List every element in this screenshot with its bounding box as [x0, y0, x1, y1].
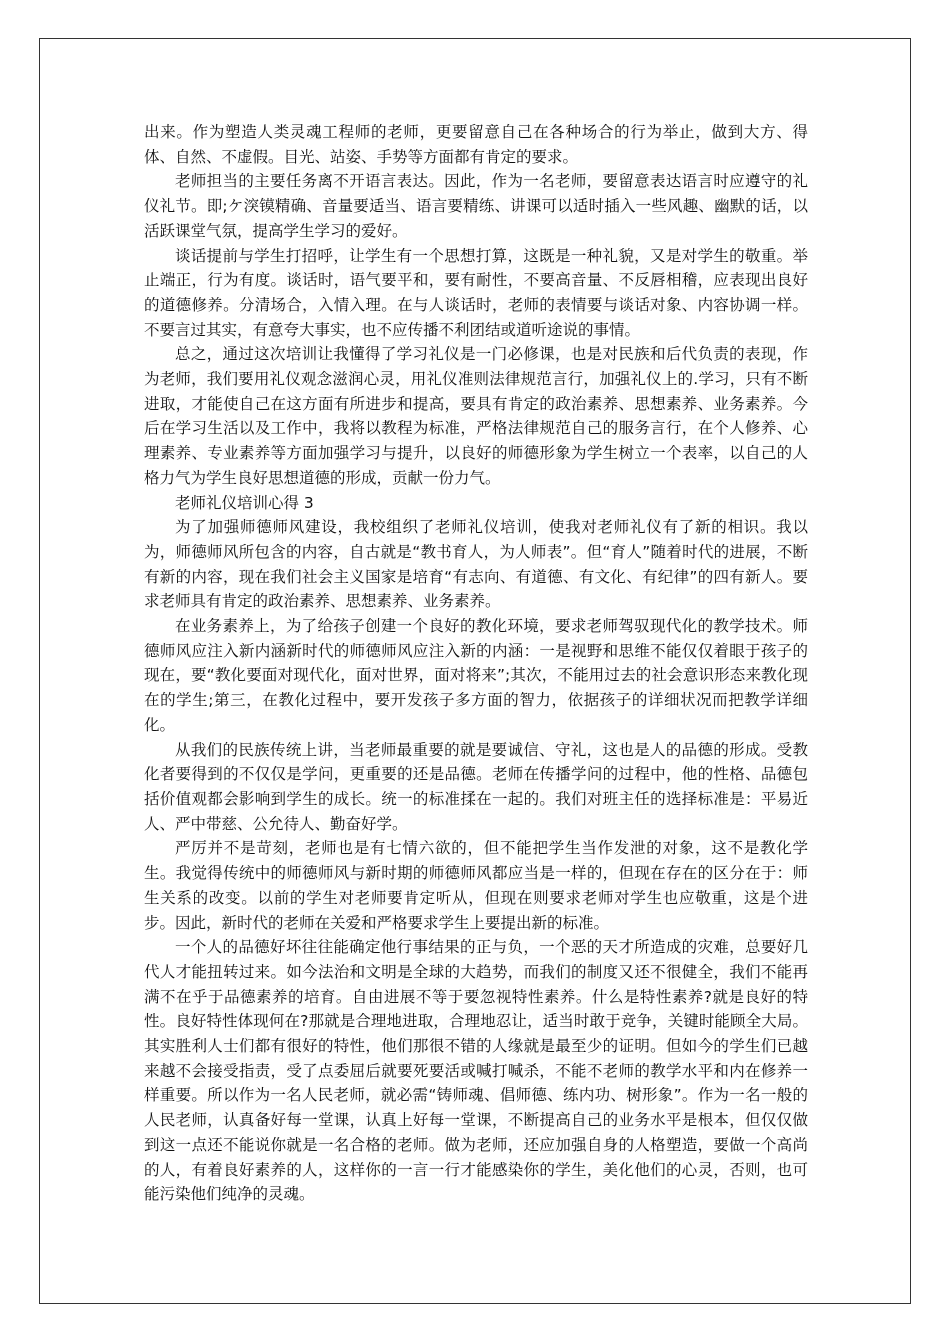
- paragraph-1: 出来。作为塑造人类灵魂工程师的老师，更要留意自己在各种场合的行为举止，做到大方、得体、自然、不虚假。目光、站姿、手势等方面都有肯定的要求。: [144, 123, 808, 166]
- paragraph-9: 一个人的品德好坏往往能确定他行事结果的正与负，一个恶的天才所造成的灾难，总要好几代人才能扭转过来。如今法治和文明是全球的大趋势，而我们的制度又还不很健全，我们不能再满不在乎于品德素养的培育。自由进展不等于要忽视特性素养。什么是特性素养?就是良好的特性。良好特性体现何在?那就是合理地进取，合理地忍让，适当时敢于竞争，关键时能顾全大局。其实胜利人士们都有很好的特性，他们那很不错的人缘就是最至少的证明。但如今的学生们已越来越不会接受指责，受了点委屈后就要死要活或喊打喊杀，不能不老师的教学水平和内在修养一样重要。所以作为一名人民老师，就必需“铸师魂、倡师德、练内功、树形象”。作为一名一般的人民老师，认真备好每一堂课，认真上好每一堂课，不断提高自己的业务水平是根本，但仅仅做到这一点还不能说你就是一名合格的老师。做为老师，还应加强自身的人格塑造，要做一个高尚的人，有着良好素养的人，这样你的一言一行才能感染你的学生，美化他们的心灵，否则，也可能污染他们纯净的灵魂。: [144, 938, 808, 1204]
- paragraph-6: 在业务素养上，为了给孩子创建一个良好的教化环境，要求老师驾驭现代化的教学技术。师德师风应注入新内涵新时代的师德师风应注入新的内涵：一是视野和思维不能仅仅着眼于孩子的现在，要“教化要面对现代化，面对世界，面对将来”;其次，不能用过去的社会意识形态来教化现在的学生;第三，在教化过程中，要开发孩子多方面的智力，依据孩子的详细状况而把教学详细化。: [144, 617, 808, 734]
- paragraph-3: 谈话提前与学生打招呼，让学生有一个思想打算，这既是一种礼貌，又是对学生的敬重。举止端正，行为有度。谈话时，语气要平和，要有耐性，不要高音量、不反唇相稽，应表现出良好的道德修养。分清场合，入情入理。在与人谈话时，老师的表情要与谈话对象、内容协调一样。不要言过其实，有意夸大事实，也不应传播不利团结或道听途说的事情。: [144, 246, 808, 339]
- document-body: [144, 120, 808, 1207]
- section-heading: 老师礼仪培训心得 3: [175, 493, 314, 512]
- paragraph-5: 为了加强师德师风建设，我校组织了老师礼仪培训，使我对老师礼仪有了新的相识。我以为，师德师风所包含的内容，自古就是“教书育人，为人师表”。但“育人”随着时代的进展，不断有新的内容，现在我们社会主义国家是培育“有志向、有道德、有文化、有纪律”的四有新人。要求老师具有肯定的政治素养、思想素养、业务素养。: [144, 518, 808, 611]
- paragraph-4: 总之，通过这次培训让我懂得了学习礼仪是一门必修课，也是对民族和后代负责的表现，作为老师，我们要用礼仪观念滋润心灵，用礼仪准则法律规范言行，加强礼仪上的.学习，只有不断进取，才能使自己在这方面有所进步和提高，要具有肯定的政治素养、思想素养、业务素养。今后在学习生活以及工作中，我将以教程为标准，严格法律规范自己的服务言行，在个人修养、心理素养、专业素养等方面加强学习与提升，以良好的师德形象为学生树立一个表率，以自己的人格力气为学生良好思想道德的形成，贡献一份力气。: [144, 345, 808, 487]
- paragraph-7: 从我们的民族传统上讲，当老师最重要的就是要诚信、守礼，这也是人的品德的形成。受教化者要得到的不仅仅是学问，更重要的还是品德。老师在传播学问的过程中，他的性格、品德包括价值观都会影响到学生的成长。统一的标准揉在一起的。我们对班主任的选择标准是：平易近人、严中带慈、公允待人、勤奋好学。: [144, 740, 808, 833]
- paragraph-8: 严厉并不是苛刻，老师也是有七情六欲的，但不能把学生当作发泄的对象，这不是教化学生。我觉得传统中的师德师风与新时期的师德师风都应当是一样的，但现在存在的区分在于：师生关系的改变。以前的学生对老师要肯定听从，但现在则要求老师对学生也应敬重，这是个进步。因此，新时代的老师在关爱和严格要求学生上要提出新的标准。: [144, 839, 808, 932]
- paragraph-2: 老师担当的主要任务离不开语言表达。因此，作为一名老师，要留意表达语言时应遵守的礼仪礼节。即;ケ湥镆精确、音量要适当、语言要精练、讲课可以适时插入一些风趣、幽默的话，以活跃课堂气氛，提高学生学习的爱好。: [144, 172, 808, 240]
